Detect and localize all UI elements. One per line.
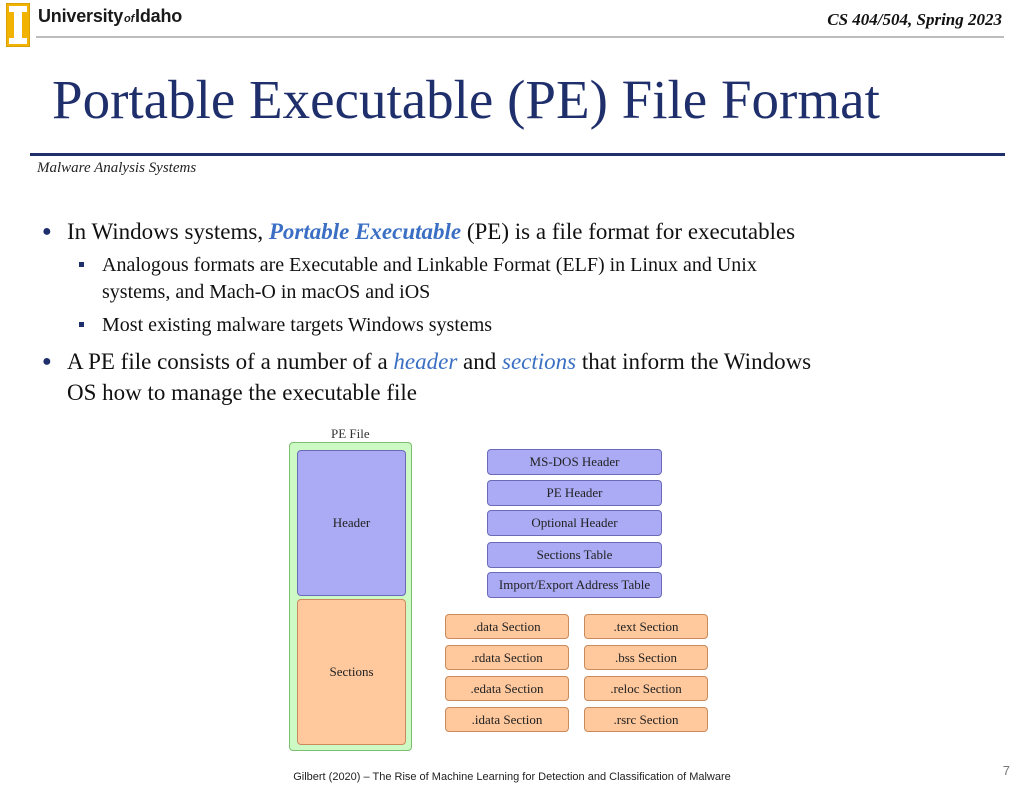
sub-bullet-text: systems, and Mach-O in macOS and iOS: [102, 281, 431, 303]
section-box: .edata Section: [445, 676, 569, 701]
bullet-list: [40, 216, 1000, 408]
bullet-emphasis: header: [393, 349, 458, 374]
header-part-box: Sections Table: [487, 542, 662, 568]
pe-sections-label: Sections: [329, 664, 374, 679]
slide-subtitle: Malware Analysis Systems: [37, 160, 197, 176]
sub-bullet-square-icon: [79, 262, 84, 267]
bullet-emphasis: sections: [502, 349, 577, 374]
section-box: .reloc Section: [584, 676, 708, 701]
sub-bullet-text: Analogous formats are Executable and Linkable Format (ELF) in Linux and Unix: [102, 254, 757, 276]
header-part-box: Optional Header: [487, 510, 662, 536]
header-part-box: Import/Export Address Table: [487, 572, 662, 598]
brand-wordmark: [38, 6, 182, 27]
bullet-text: OS how to manage the executable file: [67, 380, 417, 405]
bullet-text: that inform the Windows: [576, 349, 812, 374]
section-box: .idata Section: [445, 707, 569, 732]
university-logo-icon: [6, 3, 30, 47]
sub-bullet-item: [40, 312, 1000, 339]
bullet-emphasis: Portable Executable: [268, 219, 462, 244]
brand-main: University: [38, 6, 124, 26]
pe-sections-box: [297, 599, 406, 745]
bullet-text: In Windows systems,: [67, 219, 269, 244]
section-box: .text Section: [584, 614, 708, 639]
header-part-box: MS-DOS Header: [487, 449, 662, 475]
slide-title: Portable Executable (PE) File Format: [52, 69, 880, 130]
brand-of: of: [124, 13, 135, 25]
header-divider: [36, 36, 1004, 38]
page-number: 7: [1002, 763, 1010, 778]
footer-citation: Gilbert (2020) – The Rise of Machine Learning for Detection and Classification of Malware: [293, 771, 731, 783]
header-part-box: PE Header: [487, 480, 662, 506]
section-box: .bss Section: [584, 645, 708, 670]
course-label: CS 404/504, Spring 2023: [827, 10, 1002, 29]
sub-bullet-item: [40, 252, 1000, 306]
sub-bullet-square-icon: [79, 322, 84, 327]
pe-file-label: PE File: [331, 426, 370, 441]
title-divider: [30, 153, 1005, 156]
bullet-text: A PE file consists of a number of a: [67, 349, 394, 374]
bullet-text: (PE) is a file format for executables: [461, 219, 796, 244]
brand-name: Idaho: [135, 6, 183, 26]
section-box: .data Section: [445, 614, 569, 639]
section-box: .rsrc Section: [584, 707, 708, 732]
sub-bullet-text: Most existing malware targets Windows systems: [102, 314, 493, 336]
section-box: .rdata Section: [445, 645, 569, 670]
bullet-item: [40, 346, 1000, 408]
pe-header-label: Header: [332, 515, 371, 530]
bullet-dot-icon: ●: [42, 353, 52, 370]
bullet-text: and: [457, 349, 503, 374]
bullet-item: [40, 216, 1000, 247]
pe-header-box: [297, 450, 406, 596]
bullet-dot-icon: ●: [42, 223, 52, 240]
